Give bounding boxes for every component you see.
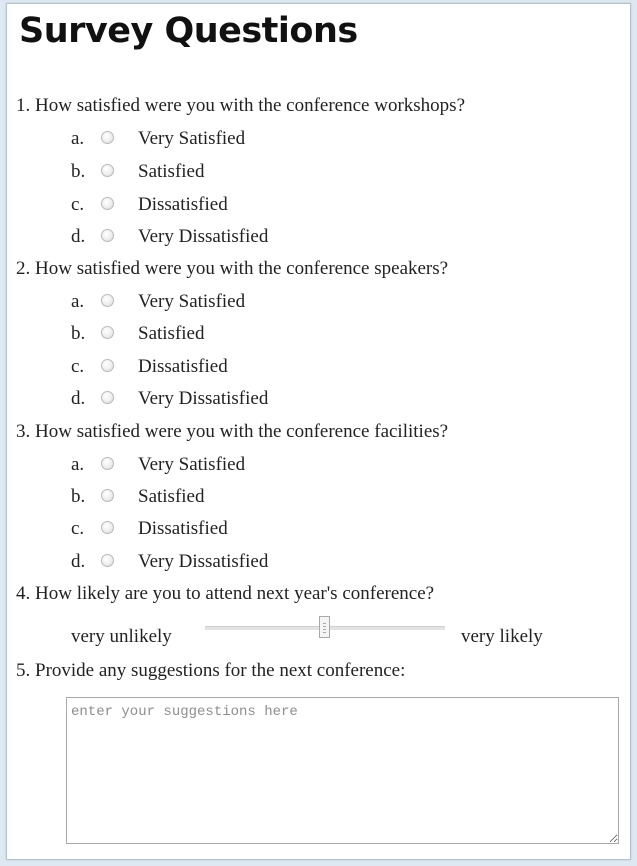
grip-line [323,629,326,630]
option-label[interactable]: Dissatisfied [138,356,228,377]
survey-panel [6,3,631,860]
option-label[interactable]: Very Dissatisfied [138,388,269,409]
question-text: How satisfied were you with the conference speakers? [35,258,449,279]
q2-radio-d[interactable] [101,391,114,404]
grip-line [323,632,326,633]
page-title: Survey Questions [19,11,358,51]
range-min-label: very unlikely [71,626,172,647]
q3-radio-c[interactable] [101,521,114,534]
q1-radio-d[interactable] [101,229,114,242]
grip-line [323,623,326,624]
option-letter: d. [71,551,86,572]
q3-radio-a[interactable] [101,457,114,470]
option-letter: c. [71,356,85,377]
question-2 [16,258,448,280]
option-label[interactable]: Satisfied [138,161,205,182]
option-letter: c. [71,518,85,539]
option-label[interactable]: Very Satisfied [138,291,246,312]
option-label[interactable]: Very Dissatisfied [138,551,269,572]
option-letter: a. [71,454,85,475]
option-label[interactable]: Dissatisfied [138,518,228,539]
question-4 [16,583,434,605]
option-label[interactable]: Very Dissatisfied [138,226,269,247]
q3-radio-b[interactable] [101,489,114,502]
option-letter: b. [71,486,86,507]
q1-radio-b[interactable] [101,164,114,177]
question-text: Provide any suggestions for the next conference: [35,660,406,681]
grip-line [323,626,326,627]
option-letter: a. [71,128,85,149]
slider-thumb[interactable] [319,616,330,638]
option-letter: a. [71,291,85,312]
option-label[interactable]: Satisfied [138,486,205,507]
q2-radio-c[interactable] [101,359,114,372]
question-1 [16,95,465,117]
option-letter: d. [71,388,86,409]
q1-radio-c[interactable] [101,197,114,210]
question-number: 3. [16,421,31,442]
option-label[interactable]: Dissatisfied [138,194,228,215]
question-number: 4. [16,583,31,604]
question-3 [16,421,448,443]
option-letter: b. [71,161,86,182]
option-letter: b. [71,323,86,344]
suggestions-textarea[interactable] [66,697,619,844]
question-text: How satisfied were you with the conference workshops? [35,95,466,116]
option-label[interactable]: Satisfied [138,323,205,344]
q3-radio-d[interactable] [101,554,114,567]
question-5 [16,660,405,682]
option-letter: c. [71,194,85,215]
question-number: 5. [16,660,31,681]
option-letter: d. [71,226,86,247]
attendance-likelihood-slider[interactable] [205,616,445,640]
q2-radio-b[interactable] [101,326,114,339]
q2-radio-a[interactable] [101,294,114,307]
question-number: 1. [16,95,31,116]
range-max-label: very likely [461,626,543,647]
q1-radio-a[interactable] [101,131,114,144]
question-number: 2. [16,258,31,279]
question-text: How likely are you to attend next year's conference? [35,583,435,604]
option-label[interactable]: Very Satisfied [138,454,246,475]
option-label[interactable]: Very Satisfied [138,128,246,149]
question-text: How satisfied were you with the conference facilities? [35,421,449,442]
